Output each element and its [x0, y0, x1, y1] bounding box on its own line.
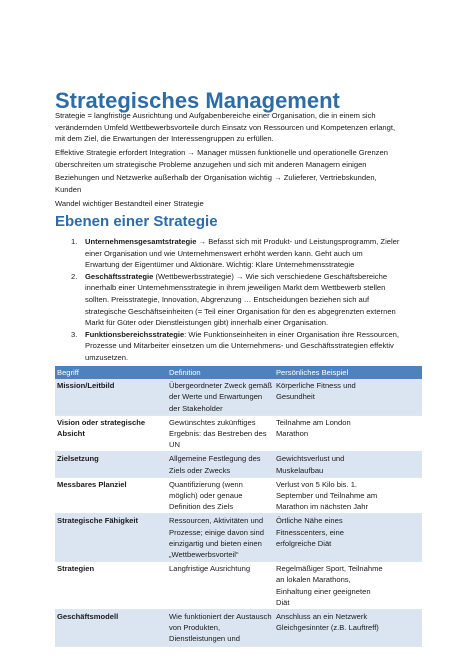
- definitions-table: [55, 366, 422, 647]
- table-row: [55, 379, 422, 415]
- column-header: Definition: [167, 366, 274, 379]
- example-cell: Anschluss an ein Netzwerk Gleichgesinnter (z.B. Lauftreff): [274, 610, 422, 647]
- example-cell: Körperliche Fitness und Gesundheit: [274, 379, 422, 415]
- table-row: [55, 610, 422, 647]
- text-line: überschreiten um strategische Probleme anzugehen und sich mit anderen Managern einigen: [55, 159, 367, 169]
- list-item: [55, 271, 425, 329]
- networks-paragraph: [55, 172, 420, 195]
- list-number: 2.: [71, 271, 78, 281]
- text-line: strategische Geschäftseinheiten (= Teil einer Organisation für den es abgegrenzten externen: [85, 306, 396, 316]
- level-term: Funktionsbereichsstrategie: [85, 329, 185, 339]
- term-cell: Messbares Planziel: [55, 477, 167, 514]
- table-row: [55, 514, 422, 562]
- text-line: innerhalb einer Unternehmensstrategie in ihrem jeweiligen Markt dem Wettbewerb stellen: [85, 283, 386, 293]
- change-paragraph: [55, 198, 420, 210]
- text-line: Wandel wichtiger Bestandteil einer Strategie: [55, 199, 204, 208]
- term-cell: Mission/Leitbild: [55, 379, 167, 415]
- example-cell: Teilnahme am London Marathon: [274, 415, 422, 452]
- list-item: [55, 236, 425, 271]
- level-term: Geschäftsstrategie: [85, 271, 154, 281]
- example-cell: Verlust von 5 Kilo bis. 1. September und Teilnahme am Marathon im nächsten Jahr: [274, 477, 422, 514]
- term-cell: Strategische Fähigkeit: [55, 514, 167, 562]
- definition-cell: Allgemeine Festlegung des Ziels oder Zwecks: [167, 452, 274, 477]
- table-header-row: [55, 366, 422, 379]
- list-number: 1.: [71, 237, 78, 246]
- column-header: Begriff: [55, 366, 167, 379]
- definition-cell: Ressourcen, Aktivitäten und Prozesse; einige davon sind einzigartig und bieten einen „Wettbewerbsvorteil“: [167, 514, 274, 562]
- definition-cell: Übergeordneter Zweck gemäß der Werte und Erwartungen der Stakeholder: [167, 379, 274, 415]
- text-line: Prozesse und Mitarbeiter einsetzen um die Unternehmens- und Geschäftsstrategien effektiv: [85, 341, 394, 351]
- text-line: mit dem Ziel, die Erwartungen der Interessengruppen zu erfüllen.: [55, 134, 274, 144]
- text-line: sollten. Preisstrategie, Innovation, Abgrenzung … Entscheidungen beziehen sich auf: [85, 294, 370, 304]
- definition-cell: Wie funktioniert der Austausch von Produkten, Dienstleistungen und: [167, 610, 274, 647]
- table-row: [55, 562, 422, 610]
- example-cell: Örtliche Nähe eines Fitnesscenters, eine erfolgreiche Diät: [274, 514, 422, 562]
- term-cell: Geschäftsmodell: [55, 610, 167, 647]
- column-header: Persönliches Beispiel: [274, 366, 422, 379]
- strategy-levels-list: [55, 236, 425, 364]
- text-line: umzusetzen.: [85, 352, 129, 362]
- text-line: Erwartung der Eigentümer und Aktionäre. Wichtig: Klare Unternehmensstrategie: [85, 260, 355, 270]
- definition-cell: Langfristige Ausrichtung: [167, 562, 274, 610]
- section-heading: Ebenen einer Strategie: [55, 213, 218, 230]
- list-number: 3.: [71, 329, 78, 339]
- level-term: Unternehmensgesamtstrategie: [85, 237, 197, 246]
- table-row: [55, 477, 422, 514]
- definition-cell: Gewünschtes zukünftiges Ergebnis: das Bestreben des UN: [167, 415, 274, 452]
- example-cell: Regelmäßiger Sport, Teilnahme an lokalen Marathons, Einhaltung einer geeigneten Diät: [274, 562, 422, 610]
- term-cell: Zielsetzung: [55, 452, 167, 477]
- integration-paragraph: [55, 147, 420, 170]
- example-cell: Gewichtsverlust und Muskelaufbau: [274, 452, 422, 477]
- term-cell: Strategien: [55, 562, 167, 610]
- list-item: [55, 329, 425, 364]
- text-line: verändernden Umfeld Wettbewerbsvorteile durch Einsatz von Ressourcen und Kompetenzen erlangt,: [55, 122, 396, 132]
- table-row: [55, 415, 422, 452]
- page-title: Strategisches Management: [55, 88, 340, 113]
- text-line: Effektive Strategie erfordert Integration → Manager müssen funktionelle und operationelle Grenzen: [55, 148, 388, 157]
- text-line: → Befasst sich mit Produkt- und Leistungsprogramm, Zieler: [196, 237, 400, 246]
- text-line: Beziehungen und Netzwerke außerhalb der Organisation wichtig → Zulieferer, Vertriebskunden,: [55, 173, 377, 182]
- text-line: : Wie Funktionseinheiten in einer Organisation ihre Ressourcen,: [184, 329, 400, 339]
- text-line: Markt für Güter oder Dienstleistungen gibt) innerhalb einer Organisation.: [85, 318, 329, 328]
- intro-paragraph: [55, 110, 420, 145]
- text-line: Kunden: [55, 184, 82, 194]
- definition-cell: Quantifizierung (wenn möglich) oder genaue Definition des Ziels: [167, 477, 274, 514]
- text-line: Strategie = langfristige Ausrichtung und Aufgabenbereiche einer Organisation, die in einem sich: [55, 111, 376, 120]
- text-line: einer Organisation und wie Unternehmenswert erhöht werden kann. Geht auch um: [85, 248, 363, 258]
- term-cell: Vision oder strategische Absicht: [55, 415, 167, 452]
- text-line: (Wettbewerbsstrategie) → Wie sich verschiedene Geschäftsbereiche: [153, 271, 388, 281]
- table-row: [55, 452, 422, 477]
